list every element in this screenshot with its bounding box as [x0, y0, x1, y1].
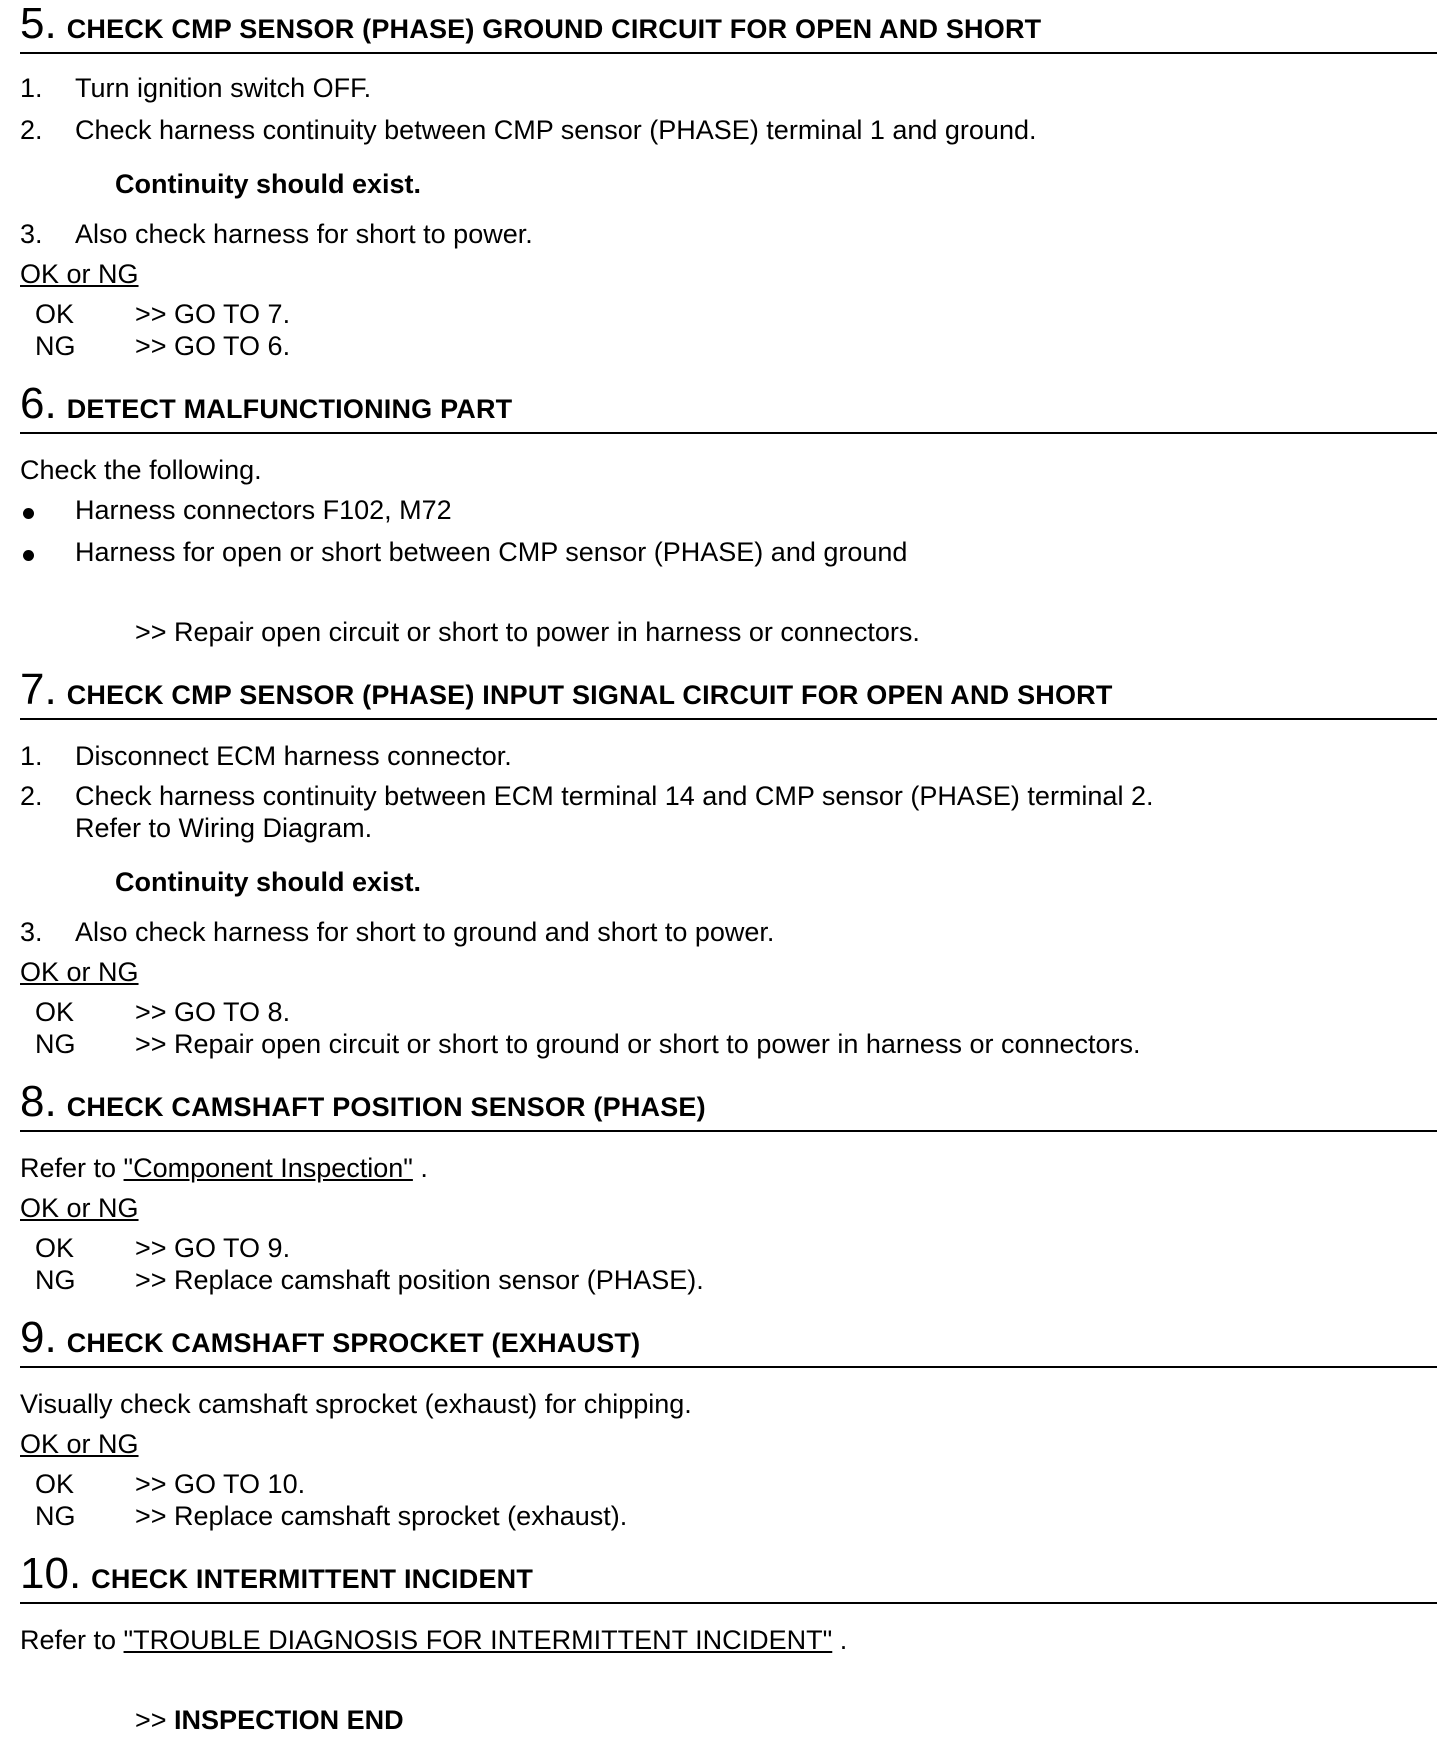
ok-result: >> GO TO 9.	[135, 1233, 291, 1263]
ok-result: >> GO TO 10.	[135, 1469, 306, 1499]
section-5-header	[20, 2, 1437, 54]
section-title: CHECK INTERMITTENT INCIDENT	[91, 1564, 534, 1594]
step-text-continuation: Refer to Wiring Diagram.	[75, 813, 373, 843]
ok-label: OK	[35, 299, 75, 329]
ng-label: NG	[35, 331, 76, 361]
section-number: 6.	[20, 379, 57, 428]
ok-label: OK	[35, 1469, 75, 1499]
section-number: 8.	[20, 1077, 57, 1126]
step-text: Check harness continuity between ECM terminal 14 and CMP sensor (PHASE) terminal 2.	[75, 781, 1154, 811]
section-10-header	[20, 1549, 1437, 1604]
section-title: CHECK CAMSHAFT POSITION SENSOR (PHASE)	[66, 1092, 706, 1122]
ng-result: >> GO TO 6.	[135, 331, 291, 361]
repair-result: >> Repair open circuit or short to power in harness or connectors.	[135, 617, 920, 647]
section-7-header	[20, 665, 1437, 720]
step-text: Disconnect ECM harness connector.	[75, 741, 512, 771]
refer-prefix: Refer to	[20, 1153, 124, 1183]
step-number: 1.	[20, 73, 43, 103]
section-6-header	[20, 379, 1437, 434]
refer-prefix: Refer to	[20, 1625, 124, 1655]
ng-label: NG	[35, 1265, 76, 1295]
section-title: DETECT MALFUNCTIONING PART	[66, 394, 513, 424]
refer-suffix: .	[832, 1625, 848, 1655]
section-number: 9.	[20, 1313, 57, 1362]
ng-label: NG	[35, 1029, 76, 1059]
spec-text: Continuity should exist.	[115, 867, 422, 897]
intro-text: Visually check camshaft sprocket (exhaust) for chipping.	[20, 1389, 692, 1419]
ok-or-ng-label: OK or NG	[20, 1429, 139, 1459]
section-9-header	[20, 1313, 1437, 1368]
step-text: Also check harness for short to ground and short to power.	[75, 917, 775, 947]
spec-text: Continuity should exist.	[115, 169, 422, 199]
ng-result: >> Repair open circuit or short to ground or short to power in harness or connectors.	[135, 1029, 1141, 1059]
step-number: 3.	[20, 917, 43, 947]
bullet-icon	[23, 550, 34, 561]
step-number: 1.	[20, 741, 43, 771]
refer-line	[20, 1152, 428, 1184]
ok-label: OK	[35, 997, 75, 1027]
step-text: Also check harness for short to power.	[75, 219, 533, 249]
inspection-end	[135, 1704, 404, 1736]
section-title: CHECK CMP SENSOR (PHASE) GROUND CIRCUIT FOR OPEN AND SHORT	[66, 14, 1042, 44]
bullet-text: Harness for open or short between CMP sensor (PHASE) and ground	[75, 537, 908, 567]
step-number: 2.	[20, 115, 43, 145]
ok-label: OK	[35, 1233, 75, 1263]
intro-text: Check the following.	[20, 455, 262, 485]
ng-result: >> Replace camshaft position sensor (PHASE).	[135, 1265, 704, 1295]
ok-or-ng-label: OK or NG	[20, 259, 139, 289]
ng-result: >> Replace camshaft sprocket (exhaust).	[135, 1501, 628, 1531]
step-number: 3.	[20, 219, 43, 249]
bullet-text: Harness connectors F102, M72	[75, 495, 452, 525]
section-number: 7.	[20, 665, 57, 714]
section-title: CHECK CMP SENSOR (PHASE) INPUT SIGNAL CIRCUIT FOR OPEN AND SHORT	[66, 680, 1113, 710]
component-inspection-link[interactable]: "Component Inspection"	[123, 1153, 413, 1183]
end-prefix: >>	[135, 1705, 175, 1735]
intermittent-incident-link[interactable]: "TROUBLE DIAGNOSIS FOR INTERMITTENT INCIDENT"	[123, 1625, 833, 1655]
ok-result: >> GO TO 7.	[135, 299, 291, 329]
refer-line	[20, 1624, 847, 1656]
ok-or-ng-label: OK or NG	[20, 957, 139, 987]
step-number: 2.	[20, 781, 43, 811]
section-number: 10.	[20, 1549, 82, 1598]
step-text: Check harness continuity between CMP sensor (PHASE) terminal 1 and ground.	[75, 115, 1037, 145]
end-text: INSPECTION END	[174, 1705, 404, 1735]
section-8-header	[20, 1077, 1437, 1132]
ok-result: >> GO TO 8.	[135, 997, 291, 1027]
section-number: 5.	[20, 0, 57, 48]
step-text: Turn ignition switch OFF.	[75, 73, 372, 103]
ok-or-ng-label: OK or NG	[20, 1193, 139, 1223]
refer-suffix: .	[412, 1153, 428, 1183]
bullet-icon	[23, 508, 34, 519]
ng-label: NG	[35, 1501, 76, 1531]
section-title: CHECK CAMSHAFT SPROCKET (EXHAUST)	[66, 1328, 641, 1358]
